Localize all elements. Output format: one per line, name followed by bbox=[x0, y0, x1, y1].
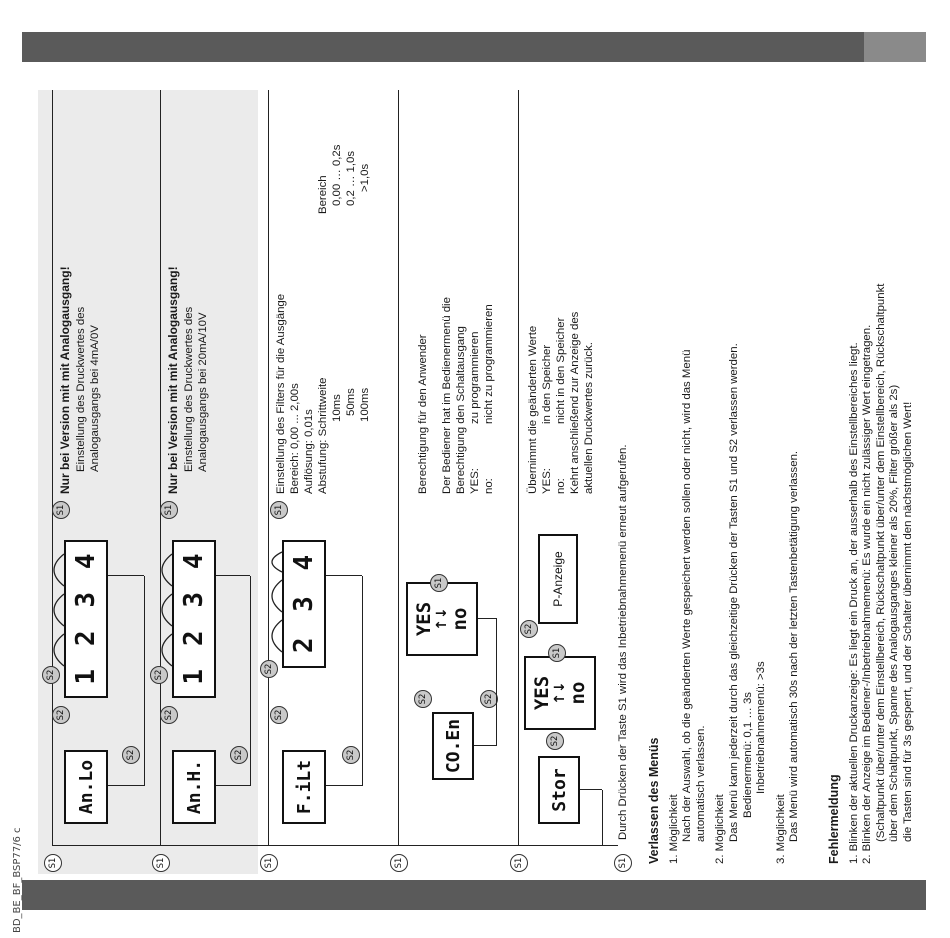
lcd-an-lo: An.Lo bbox=[64, 750, 108, 824]
row-1-line: Einstellung des Druckwertes des bbox=[75, 306, 87, 472]
connector bbox=[216, 785, 250, 786]
row-4-description bbox=[416, 114, 496, 494]
connector bbox=[250, 576, 251, 786]
s1-badge: S1 bbox=[260, 854, 278, 872]
row-3-line: Einstellung des Filters für die Ausgänge bbox=[275, 293, 287, 494]
row-5-line: Übernimmt die geänderten Werte bbox=[527, 325, 539, 494]
s2-badge: S2 bbox=[122, 746, 140, 764]
option-yes: YES bbox=[413, 601, 435, 637]
p-anzeige-box: P-Anzeige bbox=[538, 534, 578, 624]
error-line: über dem Schaltpunkt, Spanne des Analogausganges kleiner als 20%, Filter größer als 2s) bbox=[888, 384, 901, 842]
table-cell: 50ms bbox=[345, 388, 357, 416]
rotated-page-content bbox=[38, 90, 938, 874]
s2-badge: S2 bbox=[414, 690, 432, 708]
row-2-line: Einstellung des Druckwertes des bbox=[183, 306, 195, 472]
filter-table-head bbox=[316, 114, 330, 494]
pair-value: nicht zu programmieren bbox=[483, 304, 495, 424]
value-1: 1 bbox=[179, 668, 209, 685]
cycle-arrows bbox=[256, 528, 284, 668]
s1-badge: S1 bbox=[52, 501, 70, 519]
top-bar bbox=[22, 32, 926, 62]
filter-table-row bbox=[330, 114, 344, 494]
exit-menu-heading: Verlassen des Menüs bbox=[647, 737, 661, 864]
option-yes: YES bbox=[531, 675, 553, 711]
s2-badge: S2 bbox=[52, 706, 70, 724]
toggle-arrows-icon: ↑↓ bbox=[552, 681, 568, 705]
row-2-line: Analogausgangs bei 20mA/10V bbox=[197, 312, 209, 472]
exit-option-2-text: Das Menü kann jederzeit durch das gleichzeitige Drücken der Tasten S1 und S2 verlassen werden. bbox=[727, 343, 740, 842]
row-1-title: Nur bei Version mit mit Analogausgang! bbox=[58, 266, 72, 494]
connector bbox=[216, 575, 250, 576]
top-bar-tab bbox=[864, 32, 926, 62]
row-separator bbox=[160, 90, 161, 846]
exit-option-1-title: 1. Möglichkeit bbox=[667, 794, 680, 864]
row-4-line: Der Bediener hat im Bedienermenü die bbox=[441, 297, 453, 494]
final-note: Durch Drücken der Taste S1 wird das Inbetriebnahmemenü erneut aufgerufen. bbox=[617, 444, 629, 840]
row-3-line: Auflösung: 0,01s bbox=[303, 409, 315, 494]
pair-key: no: bbox=[483, 478, 495, 494]
s2-badge: S2 bbox=[270, 706, 288, 724]
connector bbox=[478, 618, 496, 619]
error-heading: Fehlermeldung bbox=[827, 774, 841, 864]
exit-menu-section bbox=[648, 94, 802, 864]
option-pair bbox=[540, 114, 554, 494]
exit-option-3-title: 3. Möglichkeit bbox=[774, 794, 787, 864]
row-5-line: Kehrt anschließend zur Anzeige des bbox=[569, 311, 581, 494]
s1-badge: S1 bbox=[270, 501, 288, 519]
pair-value: in den Speicher bbox=[541, 344, 553, 424]
pair-value: zu programmieren bbox=[469, 331, 481, 424]
connector bbox=[580, 789, 602, 790]
lcd-values bbox=[64, 540, 108, 698]
row-4-line: Berechtigung für den Anwender bbox=[417, 334, 429, 494]
filter-table-row bbox=[344, 114, 358, 494]
connector bbox=[602, 790, 603, 846]
exit-option-2-commissioning: Inbetriebnahmemenü: >3s bbox=[755, 661, 768, 794]
exit-option-1-text: automatisch verlassen. bbox=[694, 725, 707, 842]
table-cell: 0,2 … 1,0s bbox=[345, 150, 357, 206]
table-cell: 0,00 … 0,2s bbox=[331, 144, 343, 206]
s2-badge: S2 bbox=[260, 660, 278, 678]
lcd-filter: F.iLt bbox=[282, 750, 326, 824]
row-5-description bbox=[526, 114, 596, 494]
row-3-line: Bereich: 0,00 ... 2,00s bbox=[289, 383, 301, 494]
row-separator bbox=[518, 90, 519, 846]
s2-badge: S2 bbox=[480, 690, 498, 708]
pair-key: YES: bbox=[469, 468, 481, 494]
row-1-description bbox=[58, 104, 102, 494]
value-4: 4 bbox=[289, 554, 319, 571]
value-2: 2 bbox=[71, 630, 101, 647]
s1-badge: S1 bbox=[152, 854, 170, 872]
lcd-co-en: CO.En bbox=[432, 712, 474, 780]
value-4: 4 bbox=[179, 553, 209, 570]
s1-badge: S1 bbox=[44, 854, 62, 872]
lcd-an-hi: An.H. bbox=[172, 750, 216, 824]
error-line: (Schaltpunkt über/unter dem Einstellbereich, Rückschaltpunkt über/unter dem Einstellbereich, Rückschaltpunkt bbox=[874, 283, 887, 842]
table-cell: >1,0s bbox=[359, 163, 371, 192]
s1-badge: S1 bbox=[430, 574, 448, 592]
option-no: no bbox=[449, 607, 471, 631]
error-section bbox=[828, 94, 916, 864]
connector bbox=[144, 576, 145, 786]
exit-option-2-operator: Bedienermenü: 0,1 … 3s bbox=[741, 691, 754, 818]
connector bbox=[326, 785, 362, 786]
s1-badge: S1 bbox=[614, 854, 632, 872]
lcd-stor: Stor bbox=[538, 756, 580, 824]
table-cell: 100ms bbox=[359, 387, 371, 422]
option-pair bbox=[554, 114, 568, 494]
row-separator bbox=[268, 90, 269, 846]
table-cell: 10ms bbox=[331, 394, 343, 422]
s1-badge: S1 bbox=[510, 854, 528, 872]
value-1: 1 bbox=[71, 668, 101, 685]
exit-option-2-title: 2. Möglichkeit bbox=[714, 794, 727, 864]
s2-badge: S2 bbox=[150, 666, 168, 684]
lcd-yes-no bbox=[524, 656, 596, 730]
s2-badge: S2 bbox=[342, 746, 360, 764]
s1-badge: S1 bbox=[160, 501, 178, 519]
connector bbox=[474, 745, 496, 746]
s2-badge: S2 bbox=[160, 706, 178, 724]
row-2-title: Nur bei Version mit mit Analogausgang! bbox=[166, 266, 180, 494]
row-4-line: Berechtigung den Schaltausgang bbox=[455, 326, 467, 494]
row-5-line: aktuellen Druckwertes zurück. bbox=[583, 342, 595, 494]
connector bbox=[496, 618, 497, 746]
error-line: 1. Blinken der aktuellen Druckanzeige: Es liegt ein Druck an, der ausserhalb des Einstellbereiches liegt. bbox=[847, 342, 860, 864]
value-4: 4 bbox=[71, 553, 101, 570]
s2-badge: S2 bbox=[230, 746, 248, 764]
lcd-values bbox=[282, 540, 326, 668]
row-3-description bbox=[274, 114, 372, 494]
option-pair bbox=[468, 114, 482, 494]
row-separator bbox=[398, 90, 399, 846]
document-reference: BD_BE_BF_BSP77/6 c bbox=[12, 827, 23, 933]
filter-table-row bbox=[358, 114, 372, 494]
value-3: 3 bbox=[179, 591, 209, 608]
s2-badge: S2 bbox=[520, 620, 538, 638]
connector bbox=[108, 575, 144, 576]
lcd-values bbox=[172, 540, 216, 698]
exit-option-3-text: Das Menü wird automatisch 30s nach der letzten Tastenbetätigung verlassen. bbox=[788, 450, 801, 842]
error-line: 2. Blinken der Anzeige im Bediener-/Inbetriebnahmemenü: Es wurde ein nicht zulässiger Wert eingetragen. bbox=[861, 324, 874, 864]
value-2: 2 bbox=[179, 630, 209, 647]
pair-key: YES: bbox=[541, 468, 553, 494]
error-line: die Tasten sind für 3s gesperrt, und der Schalter übernimmt den nächstmöglichen Wert! bbox=[901, 401, 914, 842]
spacer bbox=[430, 114, 440, 494]
connector bbox=[108, 785, 144, 786]
row-separator bbox=[52, 90, 53, 846]
value-3: 3 bbox=[71, 591, 101, 608]
option-no: no bbox=[567, 681, 589, 705]
value-3: 3 bbox=[289, 596, 319, 612]
value-2: 2 bbox=[289, 637, 319, 654]
bottom-bar bbox=[22, 880, 926, 910]
pair-value: nicht in den Speicher bbox=[555, 317, 567, 424]
s2-badge: S2 bbox=[42, 666, 60, 684]
connector bbox=[362, 576, 363, 786]
lcd-yes-no bbox=[406, 582, 478, 656]
table-head: Bereich bbox=[317, 175, 329, 214]
left-rail-line bbox=[52, 845, 618, 846]
option-pair bbox=[482, 114, 496, 494]
pair-key: no: bbox=[555, 478, 567, 494]
connector bbox=[326, 575, 362, 576]
table-head: Abstufung: Schrittweite bbox=[317, 377, 329, 494]
row-2-description bbox=[166, 104, 210, 494]
exit-option-1-text: Nach der Auswahl, ob die geänderten Werte gespeichert werden sollen oder nicht, wird das Menü bbox=[681, 349, 694, 842]
s1-badge: S1 bbox=[390, 854, 408, 872]
row-1-line: Analogausgangs bei 4mA/0V bbox=[89, 325, 101, 472]
s1-badge: S1 bbox=[548, 644, 566, 662]
s2-badge: S2 bbox=[546, 732, 564, 750]
toggle-arrows-icon: ↑↓ bbox=[434, 607, 450, 631]
